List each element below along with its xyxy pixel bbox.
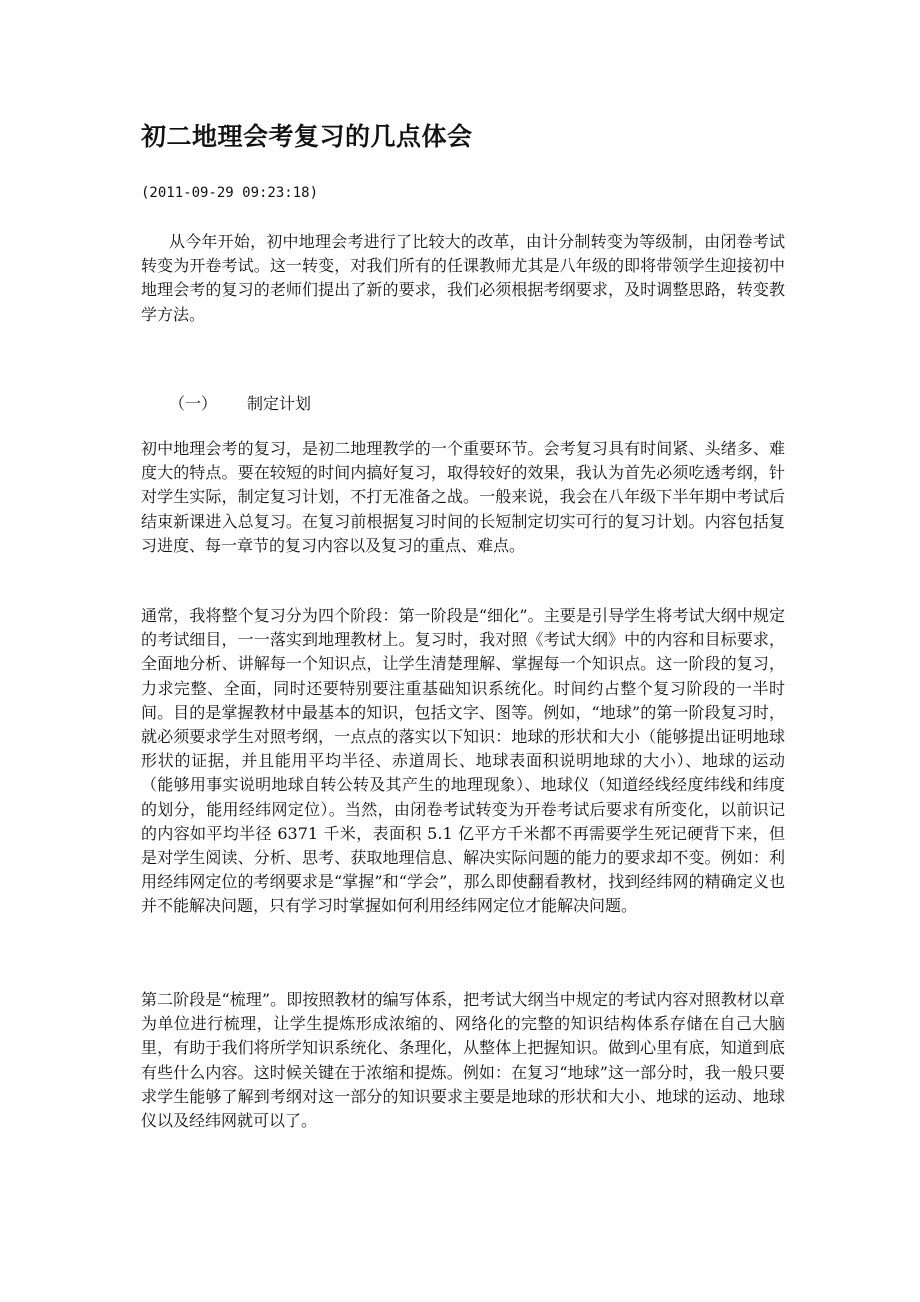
intro-paragraph: 从今年开始，初中地理会考进行了比较大的改革，由计分制转变为等级制，由闭卷考试转变为开卷考试。这一转变，对我们所有的任课教师尤其是八年级的即将带领学生迎接初中地理会考的复习的老师们提出了新的要求，我们必须根据考纲要求，及时调整思路，转变教学方法。 (141, 232, 785, 324)
body-paragraph: 初中地理会考的复习，是初二地理教学的一个重要环节。会考复习具有时间紧、头绪多、难度大的特点。要在较短的时间内搞好复习，取得较好的效果，我认为首先必须吃透考纲，针对学生实际，制定复习计划，不打无准备之战。一般来说，我会在八年级下半年期中考试后结束新课进入总复习。在复习前根据复习时间的长短制定切实可行的复习计划。内容包括复习进度、每一章节的复习内容以及复习的重点、难点。 (141, 439, 785, 555)
document-title: 初二地理会考复习的几点体会 (141, 122, 473, 151)
body-paragraph: 通常，我将整个复习分为四个阶段：第一阶段是“细化”。主要是引导学生将考试大纲中规定的考试细目，一一落实到地理教材上。复习时，我对照《考试大纲》中的内容和目标要求，全面地分析、讲解每一个知识点，让学生清楚理解、掌握每一个知识点。这一阶段的复习，力求完整、全面，同时还要特别要注重基础知识系统化。时间约占整个复习阶段的一半时间。目的是掌握教材中最基本的知识，包括文字、图等。例如，“地球”的第一阶段复习时，就必须要求学生对照考纲，一点点的落实以下知识：地球的形状和大小（能够提出证明地球形状的证据，并且能用平均半径、赤道周长、地球表面积说明地球的大小）、地球的运动（能够用事实说明地球自转公转及其产生的地理现象）、地球仪（知道经线经度纬线和纬度的划分，能用经纬网定位）。当然，由闭卷考试转变为开卷考试后要求有所变化，以前识记的内容如平均半径 6371 千米，表面积 5.1 亿平方千米都不再需要学生死记硬背下来，但是对学生阅读、分析、思考、获取地理信息、解决实际问题的能力的要求却不变。例如：利用经纬网定位的考纲要求是“掌握”和“学会”，那么即使翻看教材，找到经纬网的精确定义也并不能解决问题，只有学习时掌握如何利用经纬网定位才能解决问题。 (141, 606, 785, 916)
section-number: （一） (169, 394, 218, 413)
body-paragraph: 第二阶段是“梳理”。即按照教材的编写体系，把考试大纲当中规定的考试内容对照教材以章为单位进行梳理，让学生提炼形成浓缩的、网络化的完整的知识结构体系存储在自己大脑里，有助于我们将所学知识系统化、条理化，从整体上把握知识。做到心里有底，知道到底有些什么内容。这时候关键在于浓缩和提炼。例如：在复习“地球”这一部分时，我一般只要求学生能够了解到考纲对这一部分的知识要求主要是地球的形状和大小、地球的运动、地球仪以及经纬网就可以了。 (141, 990, 785, 1131)
section-heading (169, 393, 311, 415)
publish-date: (2011-09-29 09:23:18) (141, 185, 319, 201)
section-title: 制定计划 (247, 394, 312, 413)
